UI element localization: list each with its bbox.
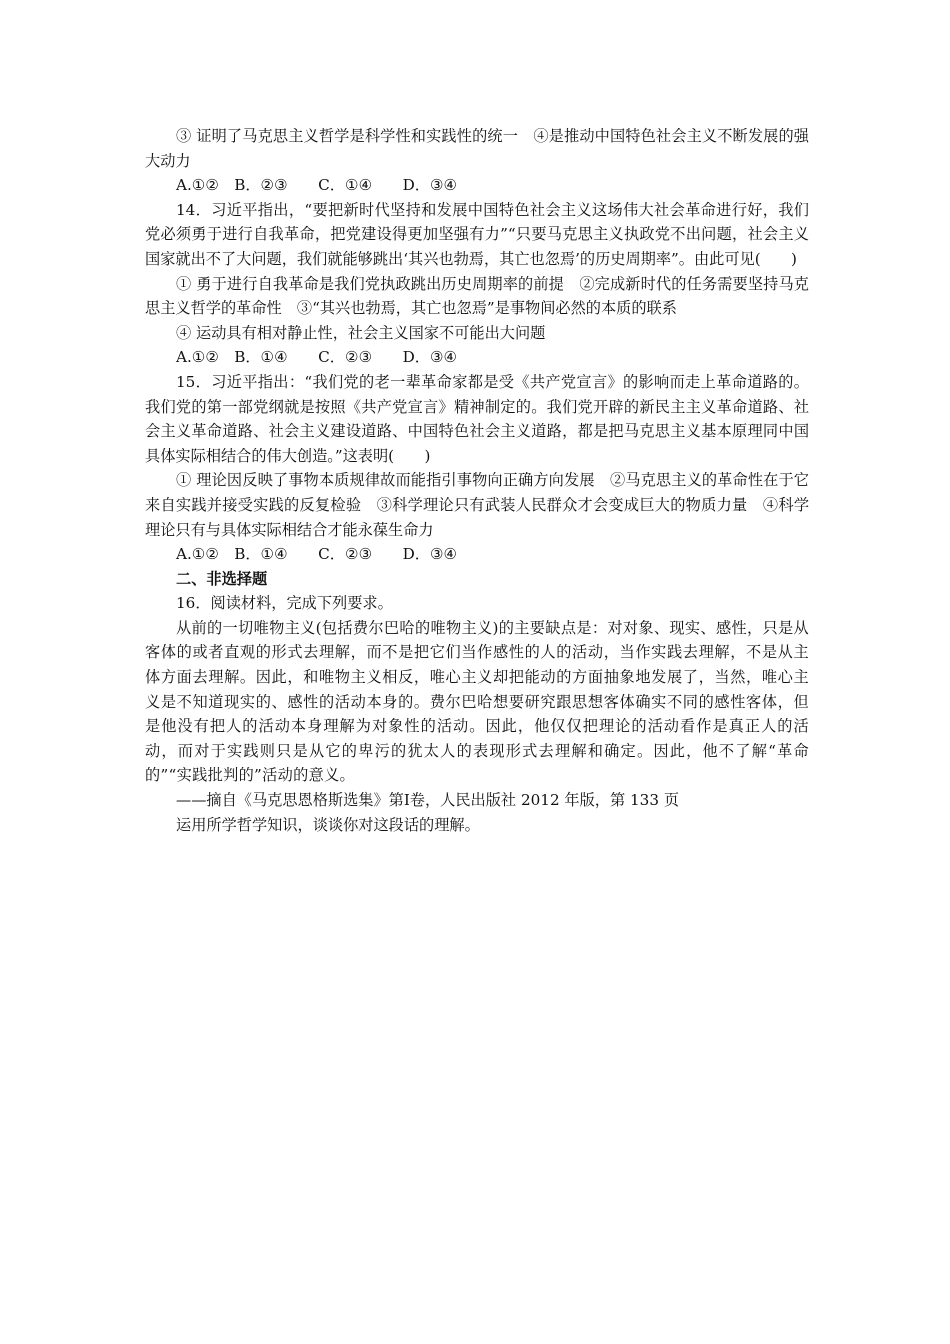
q16-task: 运用所学哲学知识，谈谈你对这段话的理解。: [176, 815, 480, 834]
q15-stem: 15．习近平指出：“我们党的老一辈革命家都是受《共产党宣言》的影响而走上革命道路的。我们党的第一部党纲就是按照《共产党宣言》精神制定的。我们党开辟的新民主主义革命道路、社会主义革命道路、社会主义建设道路、中国特色社会主义道路，都是把马克思主义基本原理同中国具体实际相结合的伟大创造。”这表明( ): [145, 372, 809, 465]
q13-options: A.①② B．②③ C．①④ D．③④: [176, 176, 458, 195]
q13-statement-3-4: ③ 证明了马克思主义哲学是科学性和实践性的统一 ④是推动中国特色社会主义不断发展的强大动力: [145, 127, 809, 170]
document-page: [145, 124, 809, 837]
q16-material: 从前的一切唯物主义(包括费尔巴哈的唯物主义)的主要缺点是：对对象、现实、感性，只是从客体的或者直观的形式去理解，而不是把它们当作感性的人的活动，当作实践去理解，不是从主体方面去理解。因此，和唯物主义相反，唯心主义却把能动的方面抽象地发展了，当然，唯心主义是不知道现实的、感性的活动本身的。费尔巴哈想要研究跟思想客体确实不同的感性客体，但是他没有把人的活动本身理解为对象性的活动。因此，他仅仅把理论的活动看作是真正人的活动，而对于实践则只是从它的卑污的犹太人的表现形式去理解和确定。因此，他不了解“革命的”“实践批判的”活动的意义。: [145, 618, 809, 785]
q15-options: A.①② B．①④ C．②③ D．③④: [176, 545, 458, 564]
q14-statement-4: ④ 运动具有相对静止性，社会主义国家不可能出大问题: [176, 323, 546, 342]
q14-statements-1-3: ① 勇于进行自我革命是我们党执政跳出历史周期率的前提 ②完成新时代的任务需要坚持马克思主义哲学的革命性 ③“其兴也勃焉，其亡也忽焉”是事物间必然的本质的联系: [145, 274, 809, 318]
q14-options: A.①② B．①④ C．②③ D．③④: [176, 348, 458, 367]
q15-statements: ① 理论因反映了事物本质规律故而能指引事物向正确方向发展 ②马克思主义的革命性在于它来自实践并接受实践的反复检验 ③科学理论只有武装人民群众才会变成巨大的物质力量 ④科学理论只有与具体实际相结合才能永葆生命力: [145, 471, 809, 539]
q16-source-citation: ——摘自《马克思恩格斯选集》第Ⅰ卷，人民出版社 2012 年版，第 133 页: [176, 791, 680, 810]
q14-stem: 14．习近平指出，“要把新时代坚持和发展中国特色社会主义这场伟大社会革命进行好，我们党必须勇于进行自我革命，把党建设得更加坚强有力”“只要马克思主义执政党不出问题，社会主义国家就出不了大问题，我们就能够跳出‘其兴也勃焉，其亡也忽焉’的历史周期率”。由此可见( ): [145, 200, 809, 268]
q16-stem: 16．阅读材料，完成下列要求。: [176, 594, 393, 613]
section-heading-non-choice: 二、非选择题: [176, 569, 268, 588]
